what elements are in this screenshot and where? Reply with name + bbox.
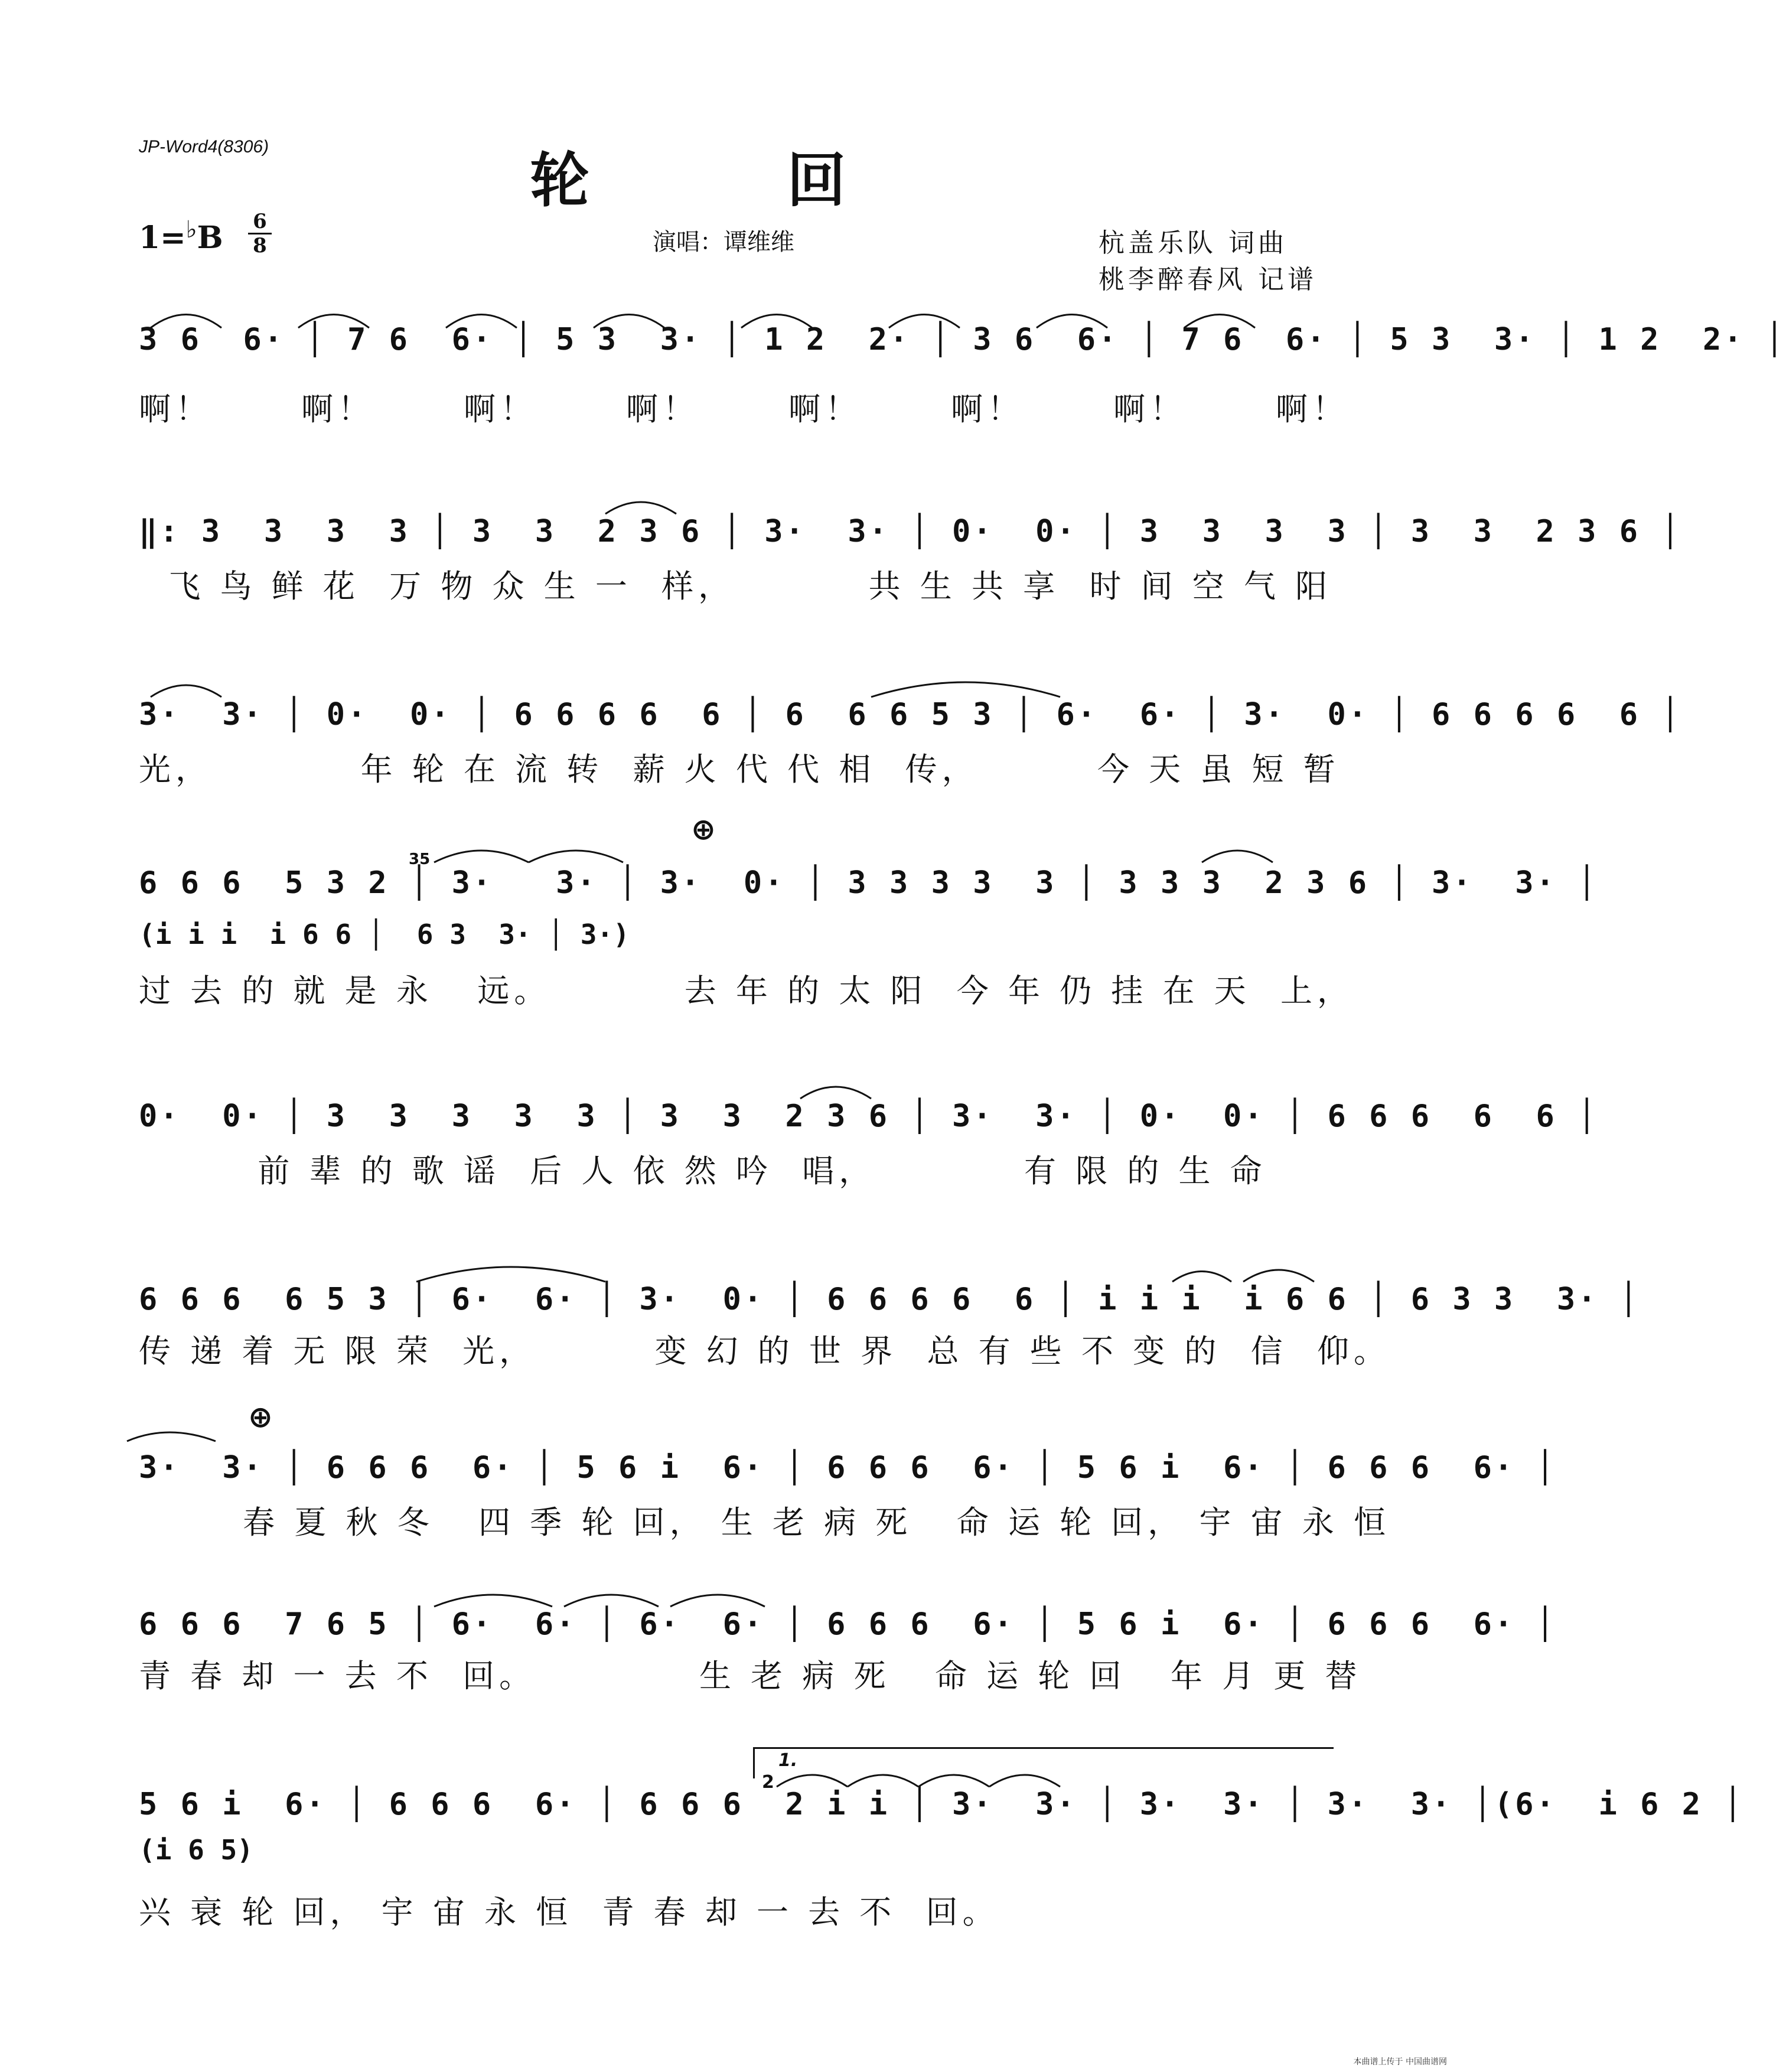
score-row-5 bbox=[139, 1084, 1599, 1232]
song-title: 轮 回 bbox=[530, 145, 935, 215]
tempo-mark: 35 bbox=[409, 851, 431, 868]
singer-credit: 演唱：谭维维 bbox=[653, 229, 794, 256]
notation-line: 3· 3· │ 0· 0· │ 6 6 6 6 6 │ 6 6 6 5 3 │ 6· 6· │ 3· 0· │ 6 6 6 6 6 │ bbox=[139, 697, 1682, 732]
score-row-2 bbox=[139, 499, 1682, 647]
score-row-3 bbox=[139, 682, 1682, 830]
software-label: JP-Word4(8306) bbox=[139, 137, 269, 157]
alternate-notation: (i 6 5) bbox=[139, 1834, 253, 1866]
notation-line: 6 6 6 7 6 5 │ 6· 6· │ 6· 6· │ 6 6 6 6· │ 5 6 i 6· │ 6 6 6 6· │ bbox=[139, 1607, 1557, 1642]
lyrics-line: 过 去 的 就 是 永 远。 去 年 的 太 阳 今 年 仍 挂 在 天 上， bbox=[139, 972, 1354, 1009]
notation-line: 0· 0· │ 3 3 3 3 3 │ 3 3 2 3 6 │ 3· 3· │ 0· 0· │ 6 6 6 6 6 │ bbox=[139, 1099, 1599, 1134]
score-row-8 bbox=[139, 1592, 1557, 1739]
flat-symbol: ♭ bbox=[185, 216, 197, 243]
lyrics-line: 光， 年 轮 在 流 转 薪 火 代 代 相 传， 今 天 虽 短 暂 bbox=[139, 751, 1340, 788]
lyrics-line: 青 春 却 一 去 不 回。 生 老 病 死 命 运 轮 回 年 月 更 替 bbox=[139, 1657, 1362, 1695]
lyrics-line: 飞 鸟 鲜 花 万 物 众 生 一 样， 共 生 共 享 时 间 空 气 阳 bbox=[139, 568, 1332, 605]
alternate-notation: (i i i i 6 6 │ 6 3 3· │ 3·) bbox=[139, 918, 630, 950]
time-bottom: 8 bbox=[253, 234, 267, 258]
score-row-4 bbox=[139, 851, 1599, 1009]
time-top: 6 bbox=[253, 210, 267, 233]
footer-watermark: 本曲谱上传于 中国曲谱网 bbox=[1353, 2057, 1447, 2067]
lyricist-credit: 杭盖乐队 词曲 bbox=[1099, 228, 1288, 258]
score-row-6 bbox=[139, 1267, 1641, 1415]
coda-symbol-2: ⊕ bbox=[248, 1400, 273, 1434]
lyrics-line: 前 辈 的 歌 谣 后 人 依 然 吟 唱， 有 限 的 生 命 bbox=[139, 1152, 1267, 1190]
key-prefix: 1= bbox=[139, 220, 186, 256]
lyrics-line: 春 夏 秋 冬 四 季 轮 回， 生 老 病 死 命 运 轮 回， 宇 宙 永 恒 bbox=[139, 1504, 1390, 1541]
time-change: 2 bbox=[762, 1772, 774, 1793]
notation-line: 5 6 i 6· │ 6 6 6 6· │ 6 6 6 2 i i │ 3· 3· │ 3· 3· │ 3· 3· │(6· i 6 2 │ bbox=[139, 1787, 1745, 1822]
coda-symbol: ⊕ bbox=[691, 812, 716, 846]
lyrics-line: 啊！ 啊！ 啊！ 啊！ 啊！ 啊！ 啊！ 啊！ bbox=[139, 390, 1349, 428]
score-row-1 bbox=[139, 307, 1786, 455]
notation-line: 3· 3· │ 6 6 6 6· │ 5 6 i 6· │ 6 6 6 6· │ 5 6 i 6· │ 6 6 6 6· │ bbox=[139, 1450, 1557, 1485]
lyrics-line: 兴 衰 轮 回， 宇 宙 永 恒 青 春 却 一 去 不 回。 bbox=[139, 1894, 999, 1931]
key-note: B bbox=[197, 220, 223, 256]
volta-number: 1. bbox=[778, 1750, 798, 1771]
notation-line: ‖: 3 3 3 3 │ 3 3 2 3 6 │ 3· 3· │ 0· 0· │ 3 3 3 3 │ 3 3 2 3 6 │ bbox=[139, 514, 1682, 549]
notation-line: 6 6 6 6 5 3 │ 6· 6· │ 3· 0· │ 6 6 6 6 6 │ i i i i 6 6 │ 6 3 3 3· │ bbox=[139, 1282, 1641, 1317]
notation-line: 6 6 6 5 3 2 │ 3· 3· │ 3· 0· │ 3 3 3 3 3 │ 3 3 3 2 3 6 │ 3· 3· │ bbox=[139, 865, 1599, 901]
notation-line: 3 6 6· │ 7 6 6· │ 5 3 3· │ 1 2 2· │ 3 6 6· │ 7 6 6· │ 5 3 3· │ 1 2 2· │ bbox=[139, 322, 1786, 357]
score-row-9 bbox=[139, 1772, 1745, 1931]
transcriber-credit: 桃李醉春风 记谱 bbox=[1099, 265, 1317, 295]
score-row-7 bbox=[139, 1435, 1557, 1583]
time-signature bbox=[248, 211, 272, 256]
key-signature bbox=[139, 216, 223, 256]
lyrics-line: 传 递 着 无 限 荣 光， 变 幻 的 世 界 总 有 些 不 变 的 信 仰。 bbox=[139, 1333, 1390, 1370]
